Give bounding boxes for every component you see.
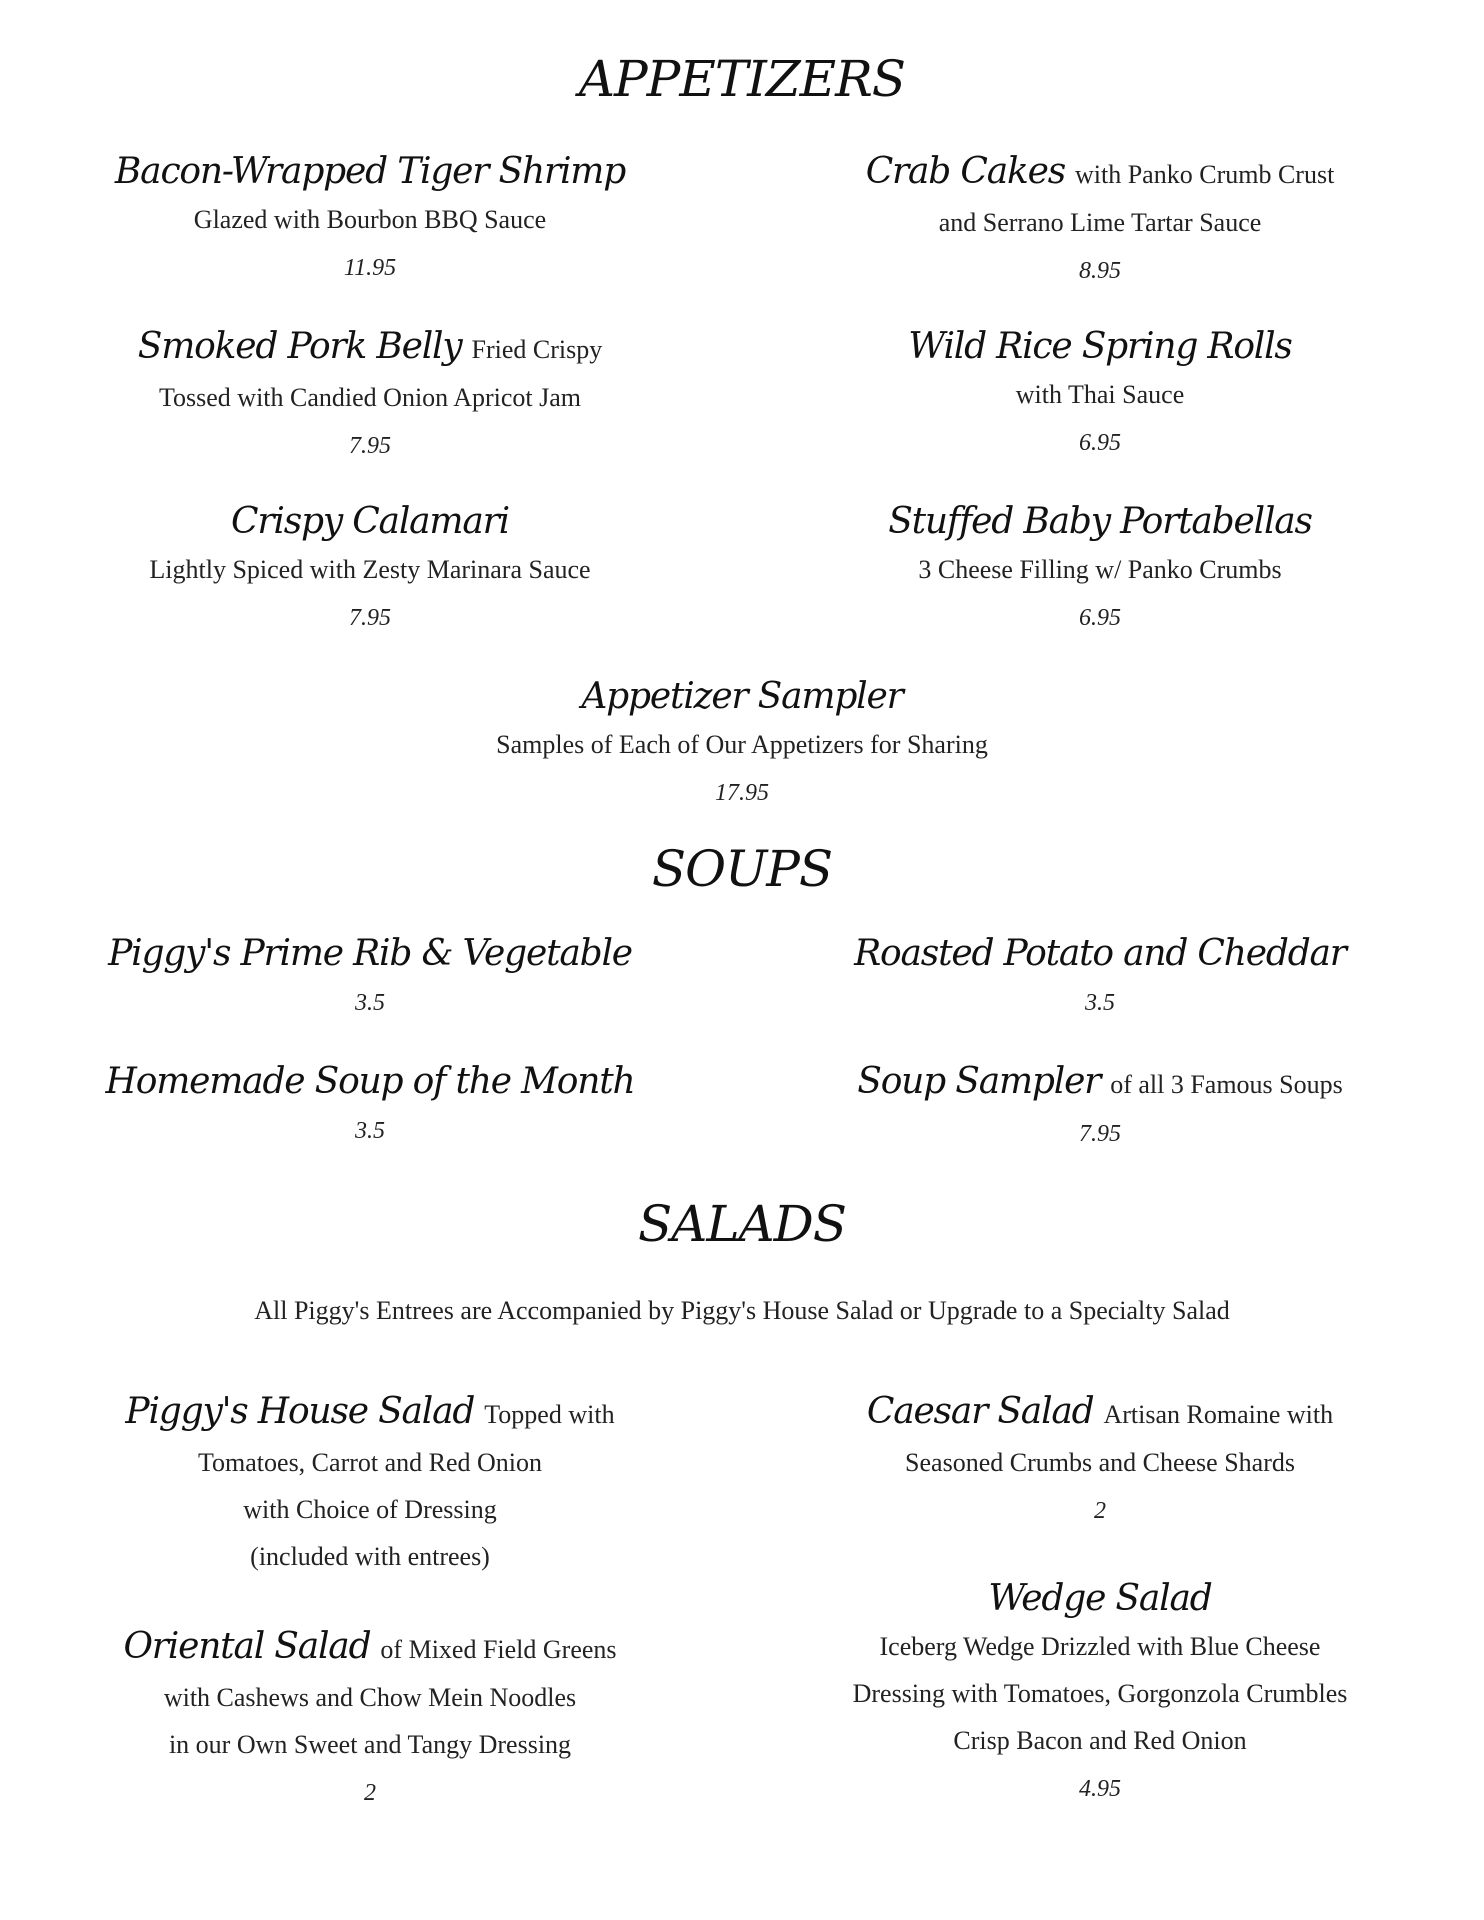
item-price: 3.5 [355, 990, 385, 1016]
item-price: 6.95 [1079, 605, 1121, 631]
item-price: 8.95 [1079, 258, 1121, 284]
menu-item [780, 1575, 1420, 1814]
item-name: Oriental Salad [123, 1626, 371, 1667]
item-price: 11.95 [343, 255, 397, 281]
item-name: Piggy's Prime Rib & Vegetable [108, 933, 632, 974]
item-price: 7.95 [1079, 1121, 1121, 1147]
item-price: 17.95 [715, 780, 769, 806]
item-price: 7.95 [349, 605, 391, 631]
item-name: Roasted Potato and Cheddar [854, 933, 1346, 974]
item-name: Crab Cakes [865, 151, 1065, 192]
menu-item [50, 148, 690, 293]
item-description: Samples of Each of Our Appetizers for Sharing [496, 730, 988, 759]
item-inline-description: Fried Crispy [471, 335, 603, 364]
item-description: Iceberg Wedge Drizzled with Blue Cheese [879, 1632, 1321, 1661]
menu-item [50, 1623, 690, 1818]
item-description: with Cashews and Chow Mein Noodles [163, 1683, 577, 1712]
item-name: Bacon-Wrapped Tiger Shrimp [114, 151, 626, 192]
salads-note: All Piggy's Entrees are Accompanied by Piggy's House Salad or Upgrade to a Specialty Salad [254, 1296, 1230, 1325]
item-price: 7.95 [349, 433, 391, 459]
soups-heading: SOUPS [651, 840, 833, 898]
item-inline-description: of Mixed Field Greens [380, 1635, 617, 1664]
item-inline-description: Topped with [484, 1400, 615, 1429]
item-name: Stuffed Baby Portabellas [888, 501, 1312, 542]
item-description: Seasoned Crumbs and Cheese Shards [905, 1448, 1295, 1477]
item-price: 2 [1094, 1498, 1106, 1524]
menu-item [50, 1058, 690, 1156]
item-name: Piggy's House Salad [125, 1391, 475, 1432]
menu-item [780, 1058, 1420, 1159]
menu-item [780, 148, 1420, 296]
item-description: Crisp Bacon and Red Onion [953, 1726, 1247, 1755]
menu-item [780, 930, 1420, 1028]
menu-item [780, 1388, 1420, 1536]
item-name: Smoked Pork Belly [137, 326, 462, 367]
item-name: Soup Sampler [857, 1061, 1101, 1102]
item-description: Lightly Spiced with Zesty Marinara Sauce [149, 555, 591, 584]
item-price: 3.5 [355, 1118, 385, 1144]
appetizers-heading: APPETIZERS [578, 50, 906, 108]
item-price: 4.95 [1079, 1776, 1121, 1802]
item-price: 2 [364, 1780, 376, 1806]
item-description: with Thai Sauce [1015, 380, 1185, 409]
menu-item [372, 673, 1112, 818]
item-price: 3.5 [1085, 990, 1115, 1016]
item-name: Caesar Salad [866, 1391, 1094, 1432]
item-description: 3 Cheese Filling w/ Panko Crumbs [918, 555, 1282, 584]
item-name: Appetizer Sampler [581, 676, 903, 717]
menu-item [50, 1388, 690, 1580]
menu-item [780, 323, 1420, 468]
item-name: Crispy Calamari [231, 501, 509, 542]
item-inline-description: of all 3 Famous Soups [1110, 1070, 1343, 1099]
item-description: Dressing with Tomatoes, Gorgonzola Crumbles [852, 1679, 1348, 1708]
item-name: Wild Rice Spring Rolls [908, 326, 1292, 367]
item-description: and Serrano Lime Tartar Sauce [938, 208, 1262, 237]
menu-item [50, 498, 690, 643]
item-description: Glazed with Bourbon BBQ Sauce [193, 205, 547, 234]
item-inline-description: with Panko Crumb Crust [1075, 160, 1335, 189]
menu-item [50, 930, 690, 1028]
menu-item [780, 498, 1420, 643]
menu-item [50, 323, 690, 471]
item-name: Homemade Soup of the Month [105, 1061, 635, 1102]
item-inline-description: Artisan Romaine with [1103, 1400, 1334, 1429]
item-description: in our Own Sweet and Tangy Dressing [168, 1730, 572, 1759]
salads-heading: SALADS [637, 1195, 846, 1253]
item-price: 6.95 [1079, 430, 1121, 456]
item-description: Tomatoes, Carrot and Red Onion [197, 1448, 543, 1477]
item-description: with Choice of Dressing [243, 1495, 497, 1524]
item-description: (included with entrees) [250, 1542, 490, 1571]
item-description: Tossed with Candied Onion Apricot Jam [158, 383, 582, 412]
item-name: Wedge Salad [988, 1578, 1212, 1619]
